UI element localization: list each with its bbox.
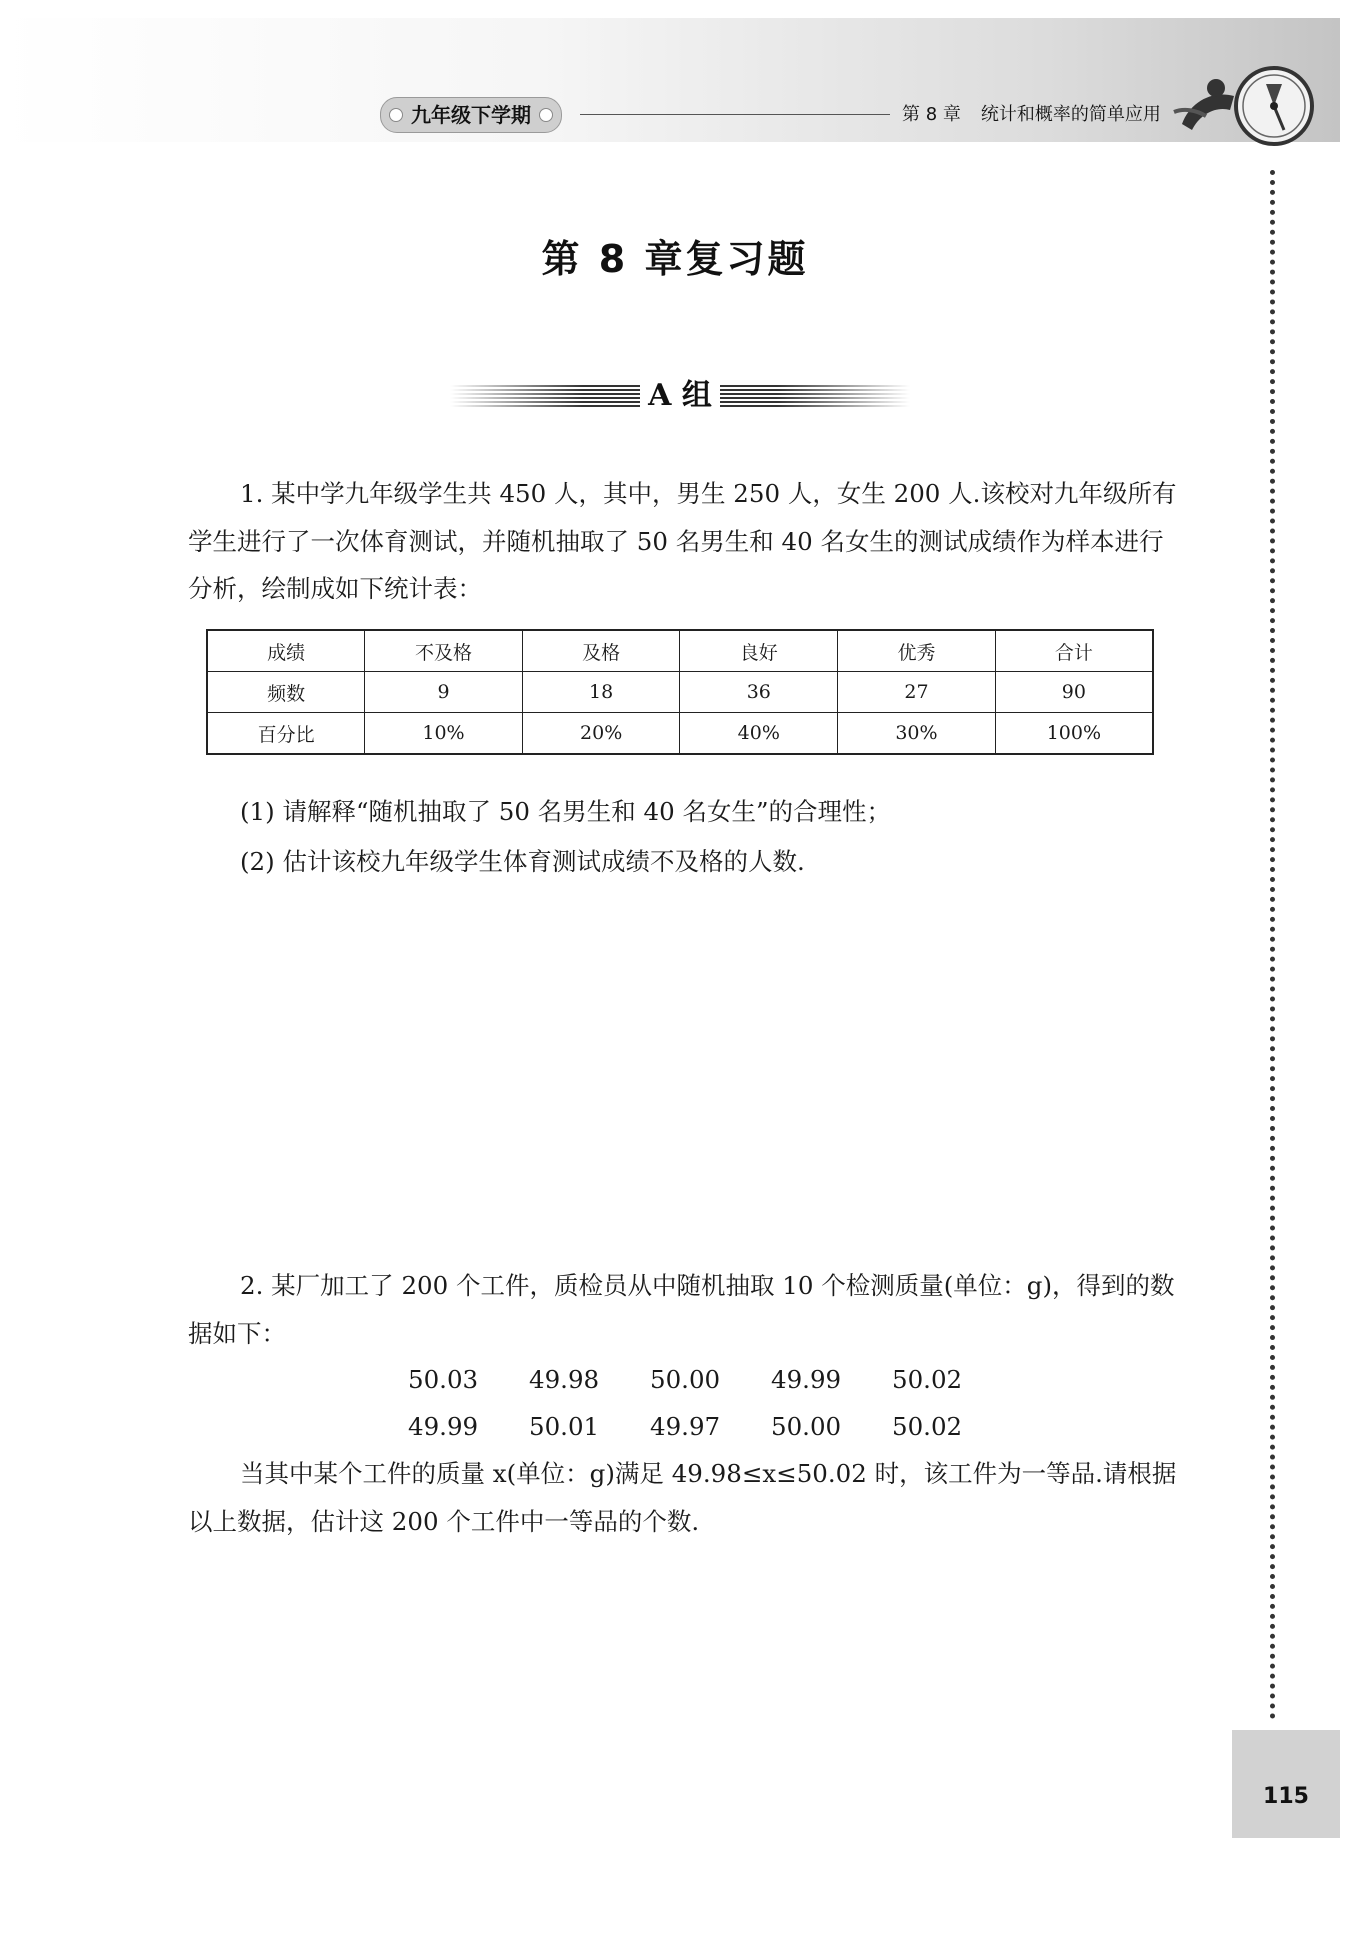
table-header-cell: 优秀 xyxy=(838,630,996,672)
data-value: 50.02 xyxy=(892,1412,963,1441)
chapter-title: 统计和概率的简单应用 xyxy=(980,104,1161,125)
data-value: 50.02 xyxy=(892,1365,963,1394)
table-cell: 90 xyxy=(995,672,1153,713)
data-row xyxy=(408,1403,1013,1450)
table-cell: 18 xyxy=(522,672,680,713)
table-cell: 9 xyxy=(365,672,523,713)
question-2-stem: 2. 某厂加工了 200 个工件，质检员从中随机抽取 10 个检测质量(单位：g)，得到的数据如下： xyxy=(188,1271,1175,1348)
table-cell: 100% xyxy=(995,713,1153,755)
table-row xyxy=(207,672,1153,713)
page-number: 115 xyxy=(1263,1784,1309,1809)
compass-runner-icon xyxy=(1172,62,1322,152)
question-1-part-1: (1) 请解释“随机抽取了 50 名男生和 40 名女生”的合理性； xyxy=(240,797,892,826)
table-cell: 20% xyxy=(522,713,680,755)
score-table xyxy=(206,629,1154,755)
page-title: 第 8 章复习题 xyxy=(541,237,809,281)
question-1-part-2: (2) 估计该校九年级学生体育测试成绩不及格的人数. xyxy=(240,847,805,876)
grade-label: 九年级下学期 xyxy=(380,97,562,133)
header-rule xyxy=(580,114,890,115)
table-header-cell: 及格 xyxy=(522,630,680,672)
data-value: 50.01 xyxy=(529,1412,600,1441)
data-value: 49.98 xyxy=(529,1365,600,1394)
data-value: 50.00 xyxy=(650,1365,721,1394)
section-ornament-right xyxy=(720,385,910,407)
table-cell: 40% xyxy=(680,713,838,755)
table-header-row xyxy=(207,630,1153,672)
chapter-number: 第 8 章 xyxy=(902,104,961,125)
table-cell: 36 xyxy=(680,672,838,713)
question-2-condition: 当其中某个工件的质量 x(单位：g)满足 49.98≤x≤50.02 时，该工件为一等品.请根据以上数据，估计这 200 个工件中一等品的个数. xyxy=(188,1459,1177,1536)
table-header-cell: 成绩 xyxy=(207,630,365,672)
section-label: A 组 xyxy=(648,378,712,413)
data-value: 50.00 xyxy=(771,1412,842,1441)
section-ornament-left xyxy=(450,385,640,407)
data-value: 50.03 xyxy=(408,1365,479,1394)
table-cell: 10% xyxy=(365,713,523,755)
section-heading xyxy=(450,376,910,416)
table-cell: 30% xyxy=(838,713,996,755)
table-header-cell: 合计 xyxy=(995,630,1153,672)
data-value: 49.99 xyxy=(771,1365,842,1394)
data-value: 49.97 xyxy=(650,1412,721,1441)
table-header-cell: 不及格 xyxy=(365,630,523,672)
data-row xyxy=(408,1356,1013,1403)
data-value: 49.99 xyxy=(408,1412,479,1441)
table-cell: 27 xyxy=(838,672,996,713)
table-row xyxy=(207,713,1153,755)
table-cell: 百分比 xyxy=(207,713,365,755)
running-header xyxy=(902,100,1161,126)
table-header-cell: 良好 xyxy=(680,630,838,672)
table-cell: 频数 xyxy=(207,672,365,713)
dotted-edge-rule xyxy=(1270,170,1275,1720)
question-1-stem: 1. 某中学九年级学生共 450 人，其中，男生 250 人，女生 200 人.该校对九年级所有学生进行了一次体育测试，并随机抽取了 50 名男生和 40 名女生的测试成绩作为样本进行分析，绘制成如下统计表： xyxy=(188,479,1177,603)
